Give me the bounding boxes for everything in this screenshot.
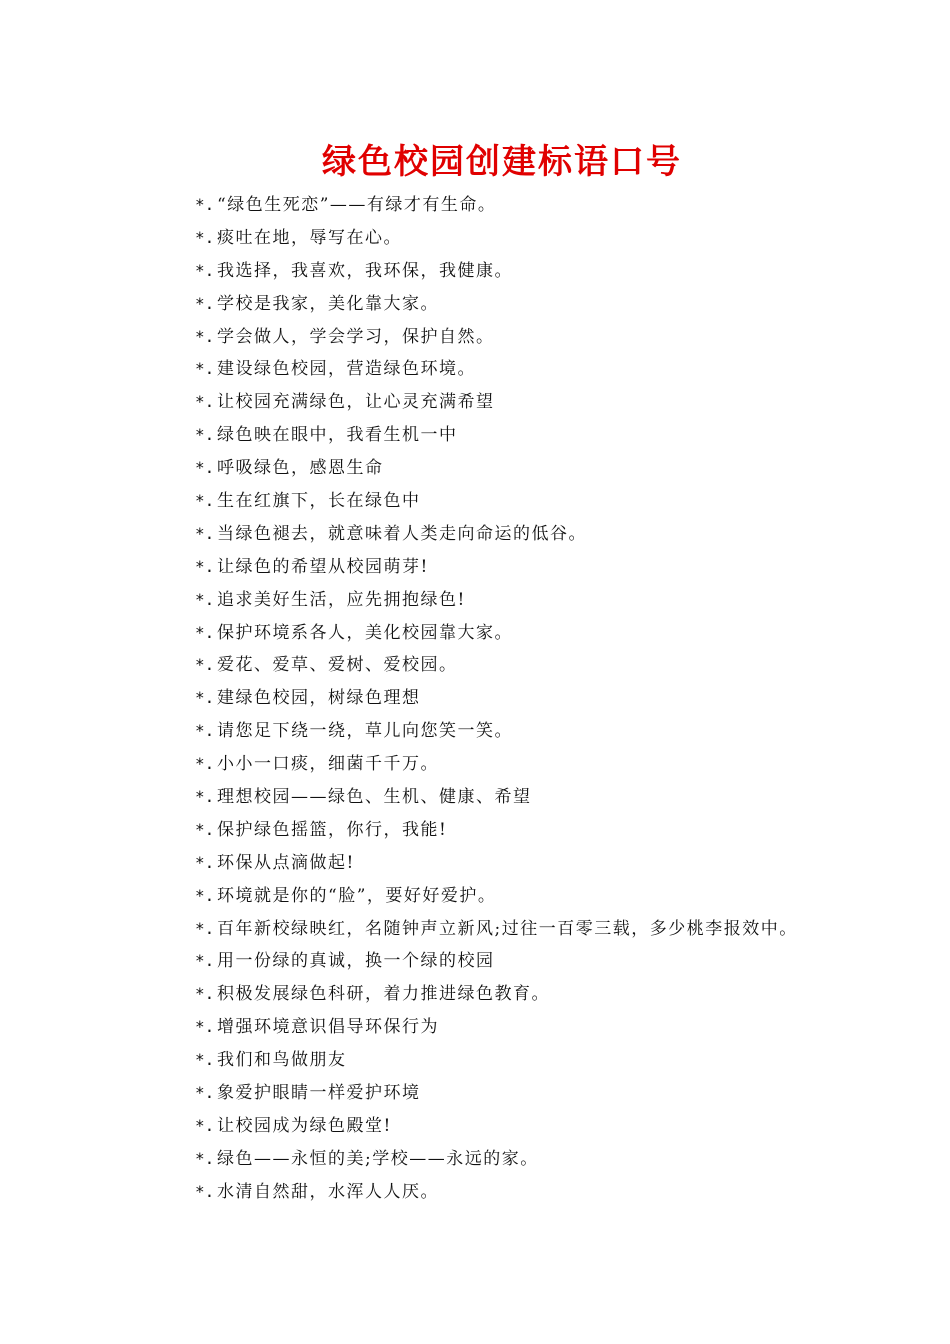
bullet-marker: *. xyxy=(195,1181,215,1201)
bullet-marker: *. xyxy=(195,622,215,642)
slogan-text: 生在红旗下，长在绿色中 xyxy=(217,491,421,512)
bullet-marker: *. xyxy=(195,984,215,1004)
slogan-item xyxy=(195,452,895,485)
slogan-item xyxy=(195,617,895,650)
slogan-item xyxy=(195,1143,895,1176)
slogan-text: 绿色映在眼中，我看生机一中 xyxy=(217,425,458,446)
slogan-text: 让绿色的希望从校园萌芽! xyxy=(217,556,429,577)
slogan-item xyxy=(195,682,895,715)
slogan-item xyxy=(195,419,895,452)
bullet-marker: *. xyxy=(195,392,215,412)
slogan-text: 环境就是你的“脸”，要好好爱护。 xyxy=(217,885,497,906)
bullet-marker: *. xyxy=(195,918,215,938)
slogan-list xyxy=(195,189,895,1209)
slogan-item xyxy=(195,584,895,617)
bullet-marker: *. xyxy=(195,589,215,609)
slogan-item xyxy=(195,649,895,682)
slogan-text: 用一份绿的真诚，换一个绿的校园 xyxy=(217,951,495,972)
bullet-marker: *. xyxy=(195,951,215,971)
bullet-marker: *. xyxy=(195,688,215,708)
slogan-text: 当绿色褪去，就意味着人类走向命运的低谷。 xyxy=(217,523,587,544)
slogan-text: 增强环境意识倡导环保行为 xyxy=(217,1017,439,1038)
slogan-text: 理想校园——绿色、生机、健康、希望 xyxy=(217,787,532,808)
slogan-item xyxy=(195,1110,895,1143)
bullet-marker: *. xyxy=(195,721,215,741)
slogan-item xyxy=(195,288,895,321)
slogan-item xyxy=(195,1044,895,1077)
slogan-item xyxy=(195,485,895,518)
bullet-marker: *. xyxy=(195,1115,215,1135)
bullet-marker: *. xyxy=(195,852,215,872)
slogan-item xyxy=(195,353,895,386)
slogan-item xyxy=(195,748,895,781)
slogan-item xyxy=(195,1176,895,1209)
slogan-text: 学校是我家，美化靠大家。 xyxy=(217,293,439,314)
slogan-text: 请您足下绕一绕，草儿向您笑一笑。 xyxy=(217,721,513,742)
bullet-marker: *. xyxy=(195,655,215,675)
slogan-text: 学会做人，学会学习，保护自然。 xyxy=(217,326,495,347)
slogan-text: 小小一口痰，细菌千千万。 xyxy=(217,754,439,775)
bullet-marker: *. xyxy=(195,787,215,807)
slogan-item xyxy=(195,321,895,354)
slogan-item xyxy=(195,847,895,880)
bullet-marker: *. xyxy=(195,491,215,511)
slogan-text: 百年新校绿映红，名随钟声立新风;过往一百零三载，多少桃李报效中。 xyxy=(217,918,798,939)
slogan-item xyxy=(195,913,895,946)
slogan-text: 建绿色校园，树绿色理想 xyxy=(217,688,421,709)
slogan-item xyxy=(195,255,895,288)
slogan-text: 我们和鸟做朋友 xyxy=(217,1050,347,1071)
slogan-text: 让校园成为绿色殿堂! xyxy=(217,1115,392,1136)
slogan-text: 爱花、爱草、爱树、爱校园。 xyxy=(217,655,458,676)
slogan-text: 痰吐在地，辱写在心。 xyxy=(217,227,402,248)
slogan-item xyxy=(195,715,895,748)
bullet-marker: *. xyxy=(195,293,215,313)
bullet-marker: *. xyxy=(195,1083,215,1103)
bullet-marker: *. xyxy=(195,425,215,445)
bullet-marker: *. xyxy=(195,1050,215,1070)
slogan-text: 保护环境系各人，美化校园靠大家。 xyxy=(217,622,513,643)
slogan-item xyxy=(195,518,895,551)
slogan-text: 追求美好生活，应先拥抱绿色! xyxy=(217,589,466,610)
slogan-text: 保护绿色摇篮，你行，我能! xyxy=(217,819,448,840)
bullet-marker: *. xyxy=(195,819,215,839)
bullet-marker: *. xyxy=(195,1148,215,1168)
slogan-item xyxy=(195,1077,895,1110)
bullet-marker: *. xyxy=(195,359,215,379)
slogan-item xyxy=(195,189,895,222)
slogan-text: 建设绿色校园，营造绿色环境。 xyxy=(217,359,476,380)
slogan-item xyxy=(195,551,895,584)
slogan-text: “绿色生死恋”——有绿才有生命。 xyxy=(217,195,497,215)
slogan-item xyxy=(195,1011,895,1044)
slogan-item xyxy=(195,222,895,255)
slogan-item xyxy=(195,781,895,814)
slogan-item xyxy=(195,814,895,847)
slogan-text: 积极发展绿色科研，着力推进绿色教育。 xyxy=(217,984,550,1005)
slogan-item xyxy=(195,945,895,978)
slogan-item xyxy=(195,386,895,419)
slogan-text: 呼吸绿色，感恩生命 xyxy=(217,458,384,479)
bullet-marker: *. xyxy=(195,754,215,774)
bullet-marker: *. xyxy=(195,1017,215,1037)
slogan-item xyxy=(195,880,895,913)
slogan-text: 水清自然甜，水浑人人厌。 xyxy=(217,1181,439,1202)
bullet-marker: *. xyxy=(195,556,215,576)
bullet-marker: *. xyxy=(195,195,215,214)
slogan-text: 环保从点滴做起! xyxy=(217,852,355,873)
bullet-marker: *. xyxy=(195,523,215,543)
slogan-text: 让校园充满绿色，让心灵充满希望 xyxy=(217,392,495,413)
bullet-marker: *. xyxy=(195,885,215,905)
bullet-marker: *. xyxy=(195,458,215,478)
slogan-text: 我选择，我喜欢，我环保，我健康。 xyxy=(217,260,513,281)
bullet-marker: *. xyxy=(195,326,215,346)
bullet-marker: *. xyxy=(195,227,215,247)
slogan-item xyxy=(195,978,895,1011)
page-title: 绿色校园创建标语口号 xyxy=(322,142,682,182)
slogan-text: 绿色——永恒的美;学校——永远的家。 xyxy=(217,1148,539,1169)
bullet-marker: *. xyxy=(195,260,215,280)
slogan-text: 象爱护眼睛一样爱护环境 xyxy=(217,1083,421,1104)
